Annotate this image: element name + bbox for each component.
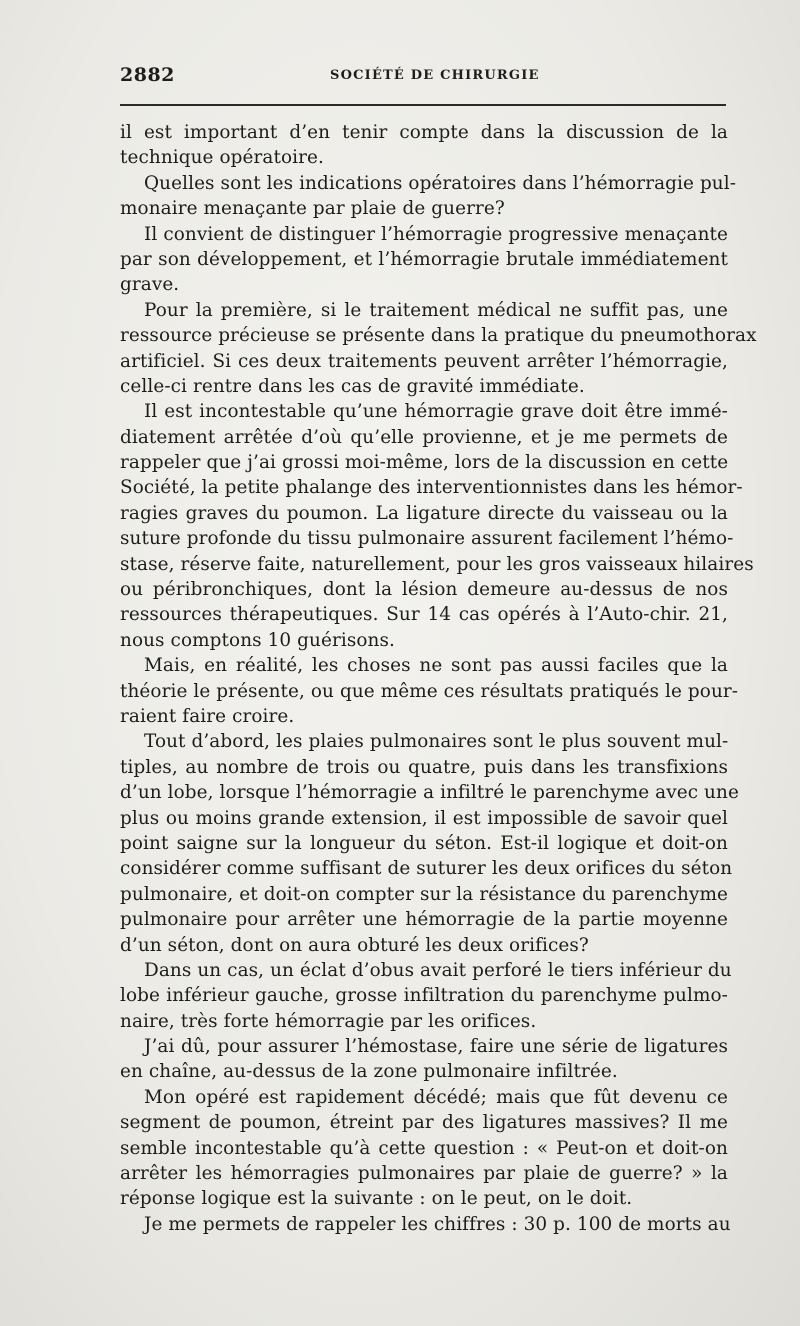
text-line: Mais, en réalité, les choses ne sont pas aussi faciles que la <box>144 655 728 677</box>
text-line: pulmonaire pour arrêter une hémorragie de la partie moyenne <box>120 909 728 931</box>
text-line: nous comptons 10 guérisons. <box>120 629 395 651</box>
text-line: Pour la première, si le traitement médical ne suffit pas, une <box>144 299 728 321</box>
body-text <box>120 120 757 1237</box>
text-line: raient faire croire. <box>120 705 295 727</box>
text-line: il est important d’en tenir compte dans la discussion de la <box>120 122 728 143</box>
text-line: artificiel. Si ces deux traitements peuvent arrêter l’hémorragie, <box>120 350 728 372</box>
text-line: suture profonde du tissu pulmonaire assurent facilement l’hémo- <box>120 528 734 550</box>
text-line: pulmonaire, et doit-on compter sur la résistance du parenchyme <box>120 883 728 905</box>
text-line: par son développement, et l’hémorragie brutale immédiatement <box>120 248 728 270</box>
text-line: Dans un cas, un éclat d’obus avait perforé le tiers inférieur du <box>144 959 732 981</box>
text-line: monaire menaçante par plaie de guerre? <box>120 198 505 220</box>
text-line: point saigne sur la longueur du séton. Est-il logique et doit-on <box>120 832 728 854</box>
text-line: semble incontestable qu’à cette question : « Peut-on et doit-on <box>120 1137 728 1159</box>
page-number: 2882 <box>120 64 175 86</box>
text-line: naire, très forte hémorragie par les orifices. <box>120 1010 537 1032</box>
text-line: celle-ci rentre dans les cas de gravité immédiate. <box>120 375 585 397</box>
text-line: diatement arrêtée d’où qu’elle provienne, et je me permets de <box>120 426 728 448</box>
text-line: rappeler que j’ai grossi moi-même, lors de la discussion en cette <box>120 452 729 474</box>
text-line: Quelles sont les indications opératoires dans l’hémorragie pul- <box>144 172 737 194</box>
text-line: technique opératoire. <box>120 147 324 169</box>
text-line: Je me permets de rappeler les chiffres : 30 p. 100 de morts au <box>144 1213 731 1235</box>
text-line: Tout d’abord, les plaies pulmonaires sont le plus souvent mul- <box>144 731 729 753</box>
text-line: lobe inférieur gauche, grosse infiltration du parenchyme pulmo- <box>120 985 728 1007</box>
text-line: Mon opéré est rapidement décédé; mais que fût devenu ce <box>144 1086 728 1108</box>
text-line: Il convient de distinguer l’hémorragie progressive menaçante <box>144 223 728 245</box>
text-line: en chaîne, au-dessus de la zone pulmonaire infiltrée. <box>120 1061 618 1083</box>
text-line: d’un séton, dont on aura obturé les deux orifices? <box>120 934 589 956</box>
text-line: d’un lobe, lorsque l’hémorragie a infiltré le parenchyme avec une <box>120 782 739 804</box>
text-line: arrêter les hémorragies pulmonaires par plaie de guerre? » la <box>120 1163 728 1185</box>
text-line: Société, la petite phalange des interventionnistes dans les hémor- <box>120 477 743 499</box>
running-title: SOCIÉTÉ DE CHIRURGIE <box>330 68 540 83</box>
text-line: ragies graves du poumon. La ligature directe du vaisseau ou la <box>120 502 728 524</box>
text-line: ressources thérapeutiques. Sur 14 cas opérés à l’Auto-chir. 21, <box>120 604 728 626</box>
text-line: grave. <box>120 274 180 296</box>
text-line: J’ai dû, pour assurer l’hémostase, faire une série de ligatures <box>144 1036 728 1058</box>
text-line: théorie le présente, ou que même ces résultats pratiqués le pour- <box>120 680 739 702</box>
text-line: considérer comme suffisant de suturer les deux orifices du séton <box>120 858 733 880</box>
text-line: ou péribronchiques, dont la lésion demeure au-dessus de nos <box>120 579 728 601</box>
text-line: réponse logique est la suivante : on le peut, on le doit. <box>120 1188 633 1210</box>
text-line: stase, réserve faite, naturellement, pour les gros vaisseaux hilaires <box>120 553 754 575</box>
text-line: ressource précieuse se présente dans la pratique du pneumothorax <box>120 325 757 347</box>
text-line: segment de poumon, étreint par des ligatures massives? Il me <box>120 1112 728 1134</box>
text-line: plus ou moins grande extension, il est impossible de savoir quel <box>120 807 728 829</box>
page-header <box>120 62 726 92</box>
text-line: Il est incontestable qu’une hémorragie grave doit être immé- <box>144 401 728 423</box>
text-line: tiples, au nombre de trois ou quatre, puis dans les transfixions <box>120 756 728 778</box>
header-rule <box>120 104 726 106</box>
